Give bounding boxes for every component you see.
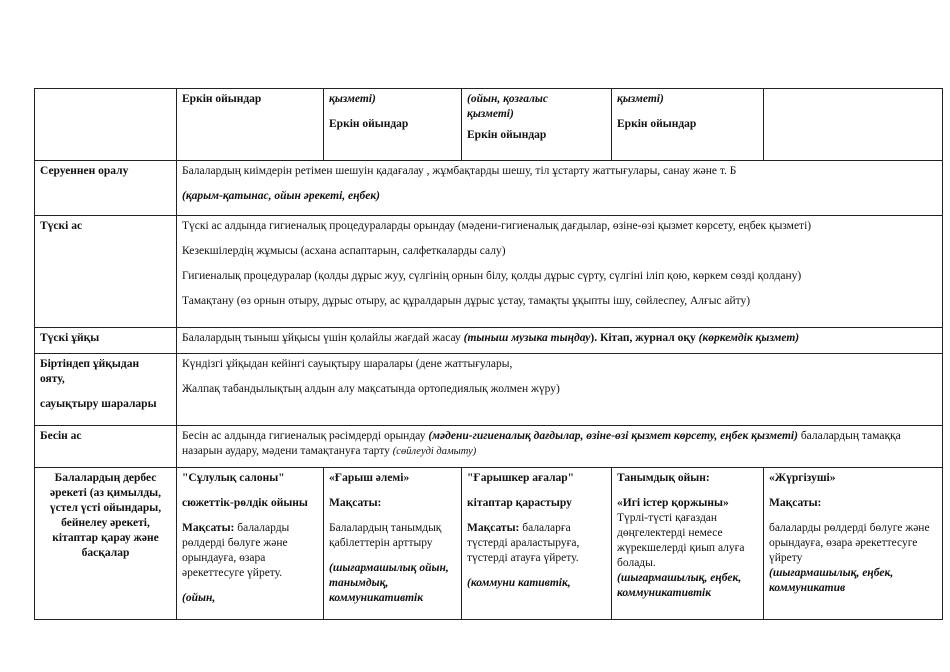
activity-note: (шығармашылық, еңбек, коммуникатив [769,566,894,594]
activity-note: қызметі) [329,93,376,105]
free-games-title: Еркін ойындар [182,93,262,105]
activity-title: «Ғарыш әлемі» [329,472,410,484]
row-free-games-label [35,89,177,161]
free-games-title: Еркін ойындар [329,117,409,130]
activity-goal [467,521,606,566]
goal-text: Балалардың танымдық қабілеттерін арттыру [329,521,442,549]
free-games-title: Еркін ойындар [467,128,547,141]
daily-plan-table [34,88,943,620]
row-walk-return [35,161,943,216]
free-games-cell-3 [462,89,612,161]
activity-note: қызметі) [617,93,664,105]
row-text: Бесін ас алдында гигиеналық рәсімдерді орындау [182,430,429,442]
activity-goal [182,521,318,581]
row-label [35,354,177,426]
snack-text [182,429,937,459]
row-text: Күндізгі ұйқыдан кейінгі сауықтыру шаралары (дене жаттығулары, [182,358,513,370]
activity-text: Түрлі-түсті қағаздан дөңгелектерді немесе жүрекшелерді қиып алуға болады. [617,511,745,569]
activity-note: (коммуни кативтік, [467,576,571,589]
activity-title: Танымдық ойын: [617,472,710,484]
activity-cell-3 [462,468,612,620]
goal-label: Мақсаты: [769,496,822,509]
activity-note: (ойын, [182,591,216,604]
free-games-title: Еркін ойындар [617,117,697,130]
row-free-games [35,89,943,161]
goal-text: балаларға түстерді араластыруға, түстерді атауға үйрету. [467,521,580,564]
activity-note: (шығармашылық ойын, танымдық, коммуникативтік [329,561,449,604]
activity-note: (сөйлеуді дамыту) [392,445,477,457]
row-content [177,161,943,216]
row-text: Жалпақ табандылықтың алдын алу мақсатында ортопедиялық жолмен жүру) [182,382,560,395]
row-text: Балалардың киімдерін ретімен шешуін қадағалау , жұмбақтарды шешу, тіл ұстарту жаттығулары, санау және т. Б [182,165,737,177]
activity-cell-1 [177,468,324,620]
activity-note: (көркемдік қызмет) [698,332,800,344]
nap-text [182,331,937,346]
activity-subtitle: «Игі істер қоржыны» [617,496,729,509]
free-games-cell-2 [324,89,462,161]
activity-cell-4 [612,468,764,620]
row-wakeup [35,354,943,426]
row-content [177,354,943,426]
goal-text: балаларды рөлдерді бөлуге және орындауға, өзара әрекеттесуге үйрету [769,521,930,564]
free-games-cell-5 [764,89,943,161]
row-snack [35,426,943,468]
row-label-line: Біртіндеп ұйқыдан [40,358,140,370]
row-label: Серуеннен оралу [35,161,177,216]
row-text: ). Кітап, журнал оқу [590,332,699,344]
row-label-line: сауықтыру шаралары [40,397,157,410]
activity-note: қызметі) [467,107,514,120]
goal-text: балаларды рөлдерді бөлуге және орындауға, өзара әрекеттесуге үйрету. [182,521,290,579]
lunch-line: Кезекшілердің жұмысы (асхана аспаптарын, салфеткаларды салу) [182,244,506,257]
goal-label: Мақсаты: [329,496,382,509]
row-text: Балалардың тыныш ұйқысы үшін қолайлы жағдай жасау [182,332,464,344]
activity-note: (тыныш музыка тыңдау [463,332,591,344]
row-label-line: ояту, [40,372,65,385]
activity-title: «Жүргізуші» [769,472,836,484]
lunch-line: Түскі ас алдында гигиеналық процедураларды орындау (мәдени-гигиеналық дағдылар, өзіне-өзі қызмет көрсету, еңбек қызметі) [182,220,812,232]
goal-label: Мақсаты: [182,521,235,534]
row-label: Түскі ас [35,216,177,328]
row-nap [35,328,943,354]
activity-note: (мәдени-гигиеналық дағдылар, өзіне-өзі қызмет көрсету, еңбек қызметі) [428,430,798,442]
activity-subtitle: сюжеттік-рөлдік ойыны [182,496,308,509]
lunch-line: Тамақтану (өз орнын отыру, дұрыс отыру, ас құралдарын дұрыс ұстау, тамақты ұқыпты ішу, сөйлеспеу, Алғыс айту) [182,294,751,307]
free-games-cell-4 [612,89,764,161]
row-lunch [35,216,943,328]
activity-note: (қарым-қатынас, ойын әрекеті, еңбек) [182,189,380,202]
row-content [177,328,943,354]
row-label: Түскі ұйқы [35,328,177,354]
row-content [177,426,943,468]
lunch-line: Гигиеналық процедуралар (қолды дұрыс жуу, сүлгінің орнын білу, қолды дұрыс сүрту, сүлгіні іліп қою, көркем сөзді қолдану) [182,269,802,282]
activity-note: (шығармашылық, еңбек, коммуникативтік [617,571,742,599]
activity-subtitle: кітаптар қарастыру [467,496,572,509]
row-text: балалардың тамаққа назарын аудару, мәдени тамақтануға тарту [182,430,901,457]
activity-note: (ойын, қозғалыс [467,93,548,105]
activity-cell-2 [324,468,462,620]
activity-title: "Сұлулық салоны" [182,472,285,484]
row-independent [35,468,943,620]
row-label: Бесін ас [35,426,177,468]
activity-title: "Ғарышкер ағалар" [467,472,575,484]
row-label: Балалардың дербес әрекеті (аз қимылды, үстел үсті ойындары, бейнелеу әрекеті, кітаптар қарау және басқалар [35,468,177,620]
activity-cell-5 [764,468,943,620]
row-content [177,216,943,328]
free-games-cell-1 [177,89,324,161]
goal-label: Мақсаты: [467,521,520,534]
